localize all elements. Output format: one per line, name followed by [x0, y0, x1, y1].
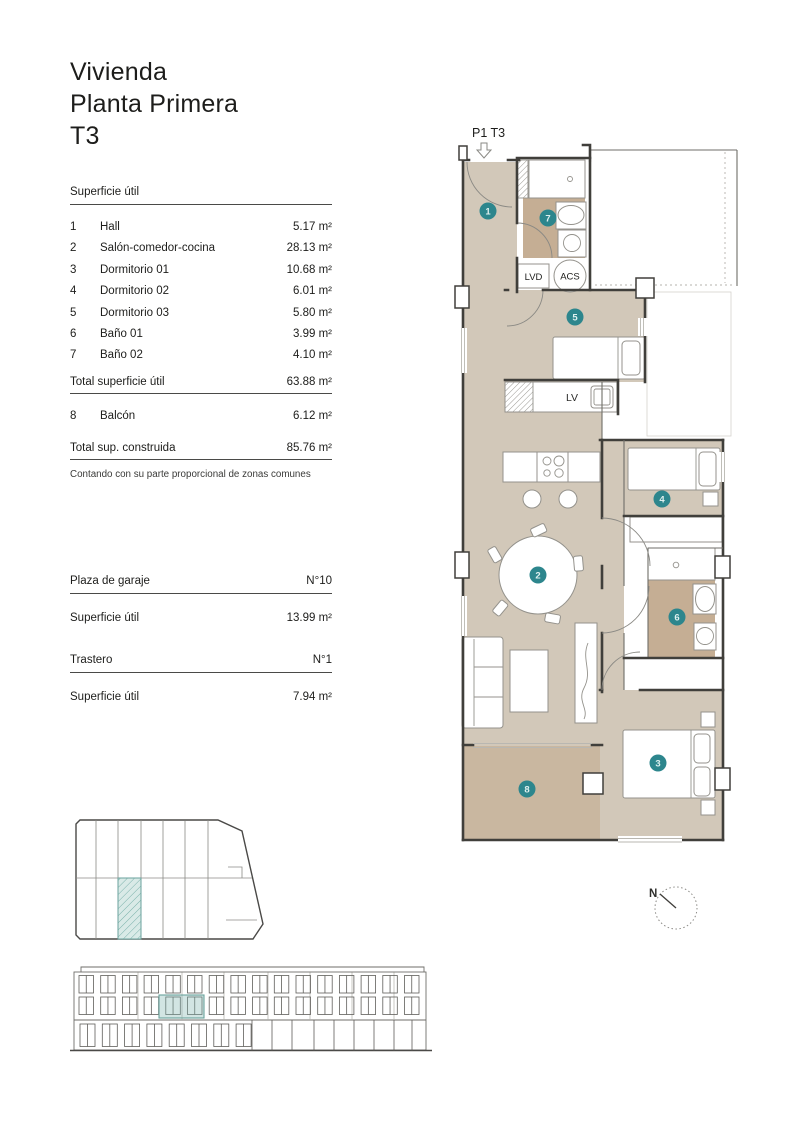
garage-label: Plaza de garaje: [70, 575, 150, 587]
built-value: 85.76 m²: [286, 442, 332, 455]
total-label: Total superficie útil: [70, 375, 165, 388]
bathtub-icon: [558, 206, 584, 225]
garage-storage-block: [70, 574, 332, 704]
svg-text:4: 4: [659, 494, 665, 506]
row-value: 5.80 m²: [293, 306, 332, 319]
page-title: [70, 56, 390, 152]
storage-label: Trastero: [70, 654, 113, 666]
garage-number: N°10: [306, 575, 332, 587]
chair-icon: [544, 613, 560, 624]
row-value: 6.12 m²: [293, 409, 332, 422]
svg-text:7: 7: [545, 213, 551, 225]
sofa-icon: [462, 637, 503, 728]
svg-text:2: 2: [535, 570, 541, 582]
row-num: 6: [70, 328, 77, 341]
garage-header: [70, 574, 332, 594]
row-label: Dormitorio 02: [100, 285, 170, 298]
nightstand-icon: [701, 712, 715, 727]
storage-area-value: 7.94 m²: [293, 691, 332, 703]
title-line-1: Vivienda: [70, 58, 168, 86]
floor-plan: [450, 118, 750, 863]
surface-table-header: Superficie útil: [70, 186, 332, 205]
stool-icon: [559, 490, 577, 508]
row-num: 7: [70, 349, 77, 362]
storage-area-label: Superficie útil: [70, 691, 140, 703]
row-label: Dormitorio 01: [100, 263, 170, 276]
storage-header: [70, 653, 332, 673]
plan-unit-label: P1 T3: [472, 126, 506, 140]
row-value: 5.17 m²: [293, 221, 332, 233]
coffee-table-icon: [510, 650, 548, 712]
row-num: 1: [70, 221, 77, 233]
svg-text:3: 3: [655, 758, 661, 770]
row-label: Baño 02: [100, 349, 143, 362]
row-value: 6.01 m²: [293, 285, 332, 298]
table-row: [70, 217, 332, 238]
sink-box: [694, 623, 716, 650]
balcony-row: [70, 406, 332, 427]
acs-label: ACS: [560, 271, 580, 283]
table-row: [70, 303, 332, 324]
dishwasher-label: LV: [565, 392, 579, 404]
site-plan: [66, 812, 301, 962]
wardrobe-icon: [630, 517, 722, 542]
row-value: 3.99 m²: [293, 328, 332, 341]
pillow-icon: [694, 734, 710, 763]
table-row: [70, 238, 332, 259]
chair-icon: [573, 556, 583, 572]
room-hall-floor: [464, 162, 517, 292]
table-row: [70, 281, 332, 302]
site-highlighted-unit: [118, 878, 141, 939]
compass-needle-icon: [660, 894, 676, 908]
lvd-label: LVD: [524, 272, 543, 283]
total-useful-row: [70, 374, 332, 394]
pillow-icon: [622, 341, 640, 375]
table-row: [70, 324, 332, 345]
total-value: 63.88 m²: [286, 375, 332, 388]
utility-room: [518, 260, 586, 292]
garage-area-row: [70, 611, 332, 625]
surface-table: [70, 186, 332, 480]
row-num: 3: [70, 263, 77, 276]
common-zones-note: Contando con su parte proporcional de zonas comunes: [70, 469, 311, 481]
elevation-highlighted-unit: [159, 995, 204, 1018]
storage-area-row: [70, 690, 332, 704]
surface-table-rows: [70, 217, 332, 367]
corridor-floor: [600, 440, 624, 690]
total-built-row: [70, 440, 332, 460]
built-label: Total sup. construida: [70, 442, 176, 455]
row-label: Salón-comedor-cocina: [100, 242, 216, 255]
washer-icon: [517, 160, 529, 198]
pillow-icon: [699, 452, 716, 486]
tv-console: [575, 623, 597, 723]
site-divisions: [76, 820, 257, 939]
svg-text:6: 6: [674, 612, 680, 624]
storage-number: N°1: [312, 654, 332, 666]
stove-icon: [537, 452, 568, 482]
row-label: Dormitorio 03: [100, 306, 170, 319]
row-value: 28.13 m²: [286, 242, 332, 255]
stool-icon: [523, 490, 541, 508]
shower-tray: [528, 160, 585, 198]
row-label: Hall: [100, 221, 120, 233]
shower-tray: [648, 548, 715, 580]
row-label: Baño 01: [100, 328, 143, 341]
garage-area-value: 13.99 m²: [286, 612, 332, 624]
site-outline: [76, 820, 263, 939]
north-label: N: [649, 888, 658, 900]
row-num: 2: [70, 242, 77, 255]
svg-text:5: 5: [572, 312, 578, 324]
pillow-icon: [694, 767, 710, 796]
svg-text:1: 1: [485, 206, 491, 218]
entry-arrow-icon: [477, 143, 491, 158]
svg-text:8: 8: [524, 784, 530, 796]
table-row: [70, 345, 332, 366]
row-num: 4: [70, 285, 77, 298]
row-label: Balcón: [100, 409, 136, 422]
title-line-3: T3: [70, 122, 100, 150]
washing-machine-icon: [505, 382, 533, 412]
north-compass: [638, 868, 723, 953]
row-value: 10.68 m²: [286, 263, 332, 276]
title-line-2: Planta Primera: [70, 90, 239, 118]
garage-area-label: Superficie útil: [70, 612, 140, 624]
row-num: 5: [70, 306, 77, 319]
building-elevation: [66, 960, 446, 1065]
row-value: 4.10 m²: [293, 349, 332, 362]
nightstand-icon: [701, 800, 715, 815]
row-num: 8: [70, 409, 77, 422]
nightstand-icon: [703, 492, 718, 506]
table-row: [70, 260, 332, 281]
bathtub-icon: [696, 587, 715, 612]
